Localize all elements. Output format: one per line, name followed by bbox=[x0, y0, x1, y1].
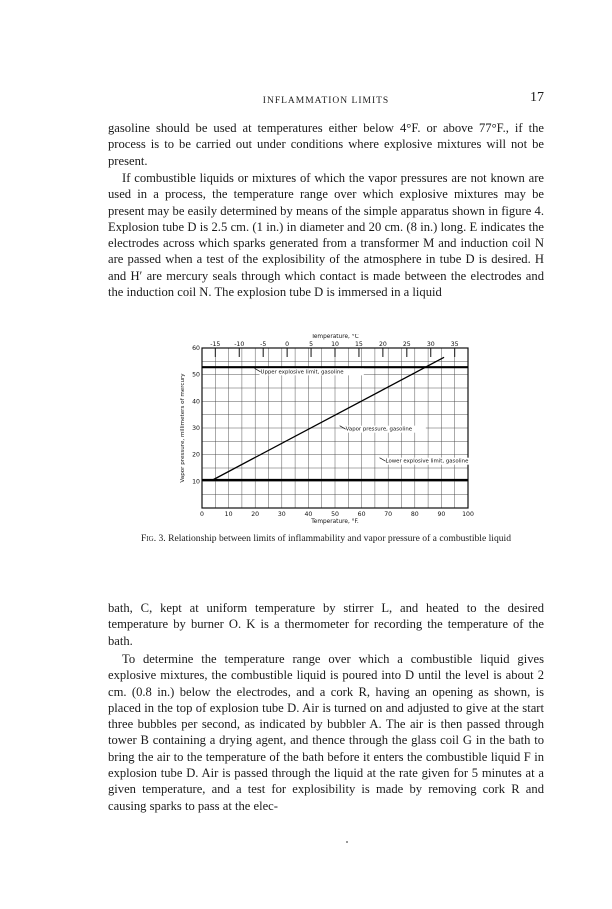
page-number: 17 bbox=[530, 90, 544, 105]
x2-tick-label: 5 bbox=[309, 341, 314, 348]
x-tick-label: 60 bbox=[357, 511, 366, 518]
x-tick-label: 90 bbox=[437, 511, 446, 518]
inflammability-chart bbox=[170, 334, 480, 529]
x-tick-label: 0 bbox=[200, 511, 204, 518]
y-tick-label: 10 bbox=[192, 478, 200, 486]
x-tick-label: 40 bbox=[304, 511, 313, 518]
series-annotation-3: Lower explosive limit, gasoline bbox=[385, 458, 469, 465]
y-tick-label: 60 bbox=[192, 345, 200, 352]
x2-tick-label: 25 bbox=[402, 341, 411, 348]
figure-caption bbox=[108, 533, 544, 546]
x2-tick-label: -5 bbox=[260, 341, 267, 348]
series-annotation-1: Upper explosive limit, gasoline bbox=[260, 369, 344, 376]
figure-caption-text: Relationship between limits of inflammability and vapor pressure of a combustible liquid bbox=[168, 533, 512, 544]
x2-tick-label: 20 bbox=[378, 341, 387, 348]
y-tick-label: 50 bbox=[192, 371, 200, 379]
x-axis-title: Temperature, °F. bbox=[311, 519, 359, 525]
x2-tick-label: 10 bbox=[331, 341, 339, 348]
paragraph-4: To determine the temperature range over which a combustible liquid gives explosive mixtures, the combustible liquid is poured into D until the level is about 2 cm. (0.8 in.) below the electrodes, and a cork R, having an opening as shown, is placed in the top of explosion tube D. Air is turned on and adjusted to give at the start three bubbles per second, as indicated by bubbler A. The air is then passed through tower B containing a drying agent, and thence through the glass coil G in the bath to bring the air to the temperature of the bath before it enters the combustible liquid F in explosion tube D. Air is passed through the liquid at the rate given for 5 minutes at a given temperature, and a test for explosibility is made by removing cork R and causing sparks to pass at the elec- bbox=[108, 652, 544, 813]
x-tick-label: 20 bbox=[251, 511, 260, 518]
y-axis-title: Vapor pressure, millimeters of mercury bbox=[180, 373, 186, 483]
x2-tick-label: 0 bbox=[285, 341, 290, 348]
paragraph-3: bath, C, kept at uniform temperature by stirrer L, and heated to the desired temperature by burner O. K is a thermometer for recording the temperature of the bath. bbox=[108, 601, 544, 648]
x2-tick-label: -10 bbox=[234, 341, 245, 348]
x2-tick-label: 30 bbox=[426, 341, 435, 348]
page-header bbox=[108, 90, 544, 110]
x2-axis-title: Temperature, °C bbox=[311, 334, 359, 340]
x2-tick-label: 15 bbox=[355, 341, 363, 348]
x2-tick-label: 35 bbox=[450, 341, 459, 348]
x-tick-label: 50 bbox=[331, 511, 339, 518]
paragraph-1: gasoline should be used at temperatures either below 4°F. or above 77°F., if the process is to be carried out under conditions where explosive mixtures will not be present. bbox=[108, 121, 544, 168]
y-tick-label: 20 bbox=[192, 451, 200, 459]
series-annotation-2: Vapor pressure, gasoline bbox=[345, 426, 413, 433]
figure-label: Fig. 3. bbox=[140, 533, 166, 544]
x-tick-label: 10 bbox=[224, 511, 233, 518]
x2-tick-label: -15 bbox=[210, 341, 221, 348]
x-tick-label: 100 bbox=[462, 511, 474, 518]
y-tick-label: 40 bbox=[192, 398, 200, 406]
x-tick-label: 30 bbox=[277, 511, 286, 518]
y-tick-label: 30 bbox=[192, 425, 200, 432]
stray-mark bbox=[346, 841, 348, 843]
running-head: INFLAMMATION LIMITS bbox=[262, 96, 390, 106]
paragraph-2: If combustible liquids or mixtures of which the vapor pressures are not known are used in a process, the temperature range over which explosive mixtures may be present may be easily determined by means of the simple apparatus shown in figure 4. Explosion tube D is 2.5 cm. (1 in.) in diameter and 20 cm. (8 in.) long. E indicates the electrodes across which sparks generated from a transformer M and induction coil N are passed when a test of the explosibility of the atmosphere in tube D is desired. H and H′ are mercury seals through which contact is made between the electrodes and the induction coil N. The explosion tube D is immersed in a liquid bbox=[108, 171, 544, 300]
x-tick-label: 80 bbox=[410, 511, 419, 518]
x-tick-label: 70 bbox=[384, 511, 393, 518]
